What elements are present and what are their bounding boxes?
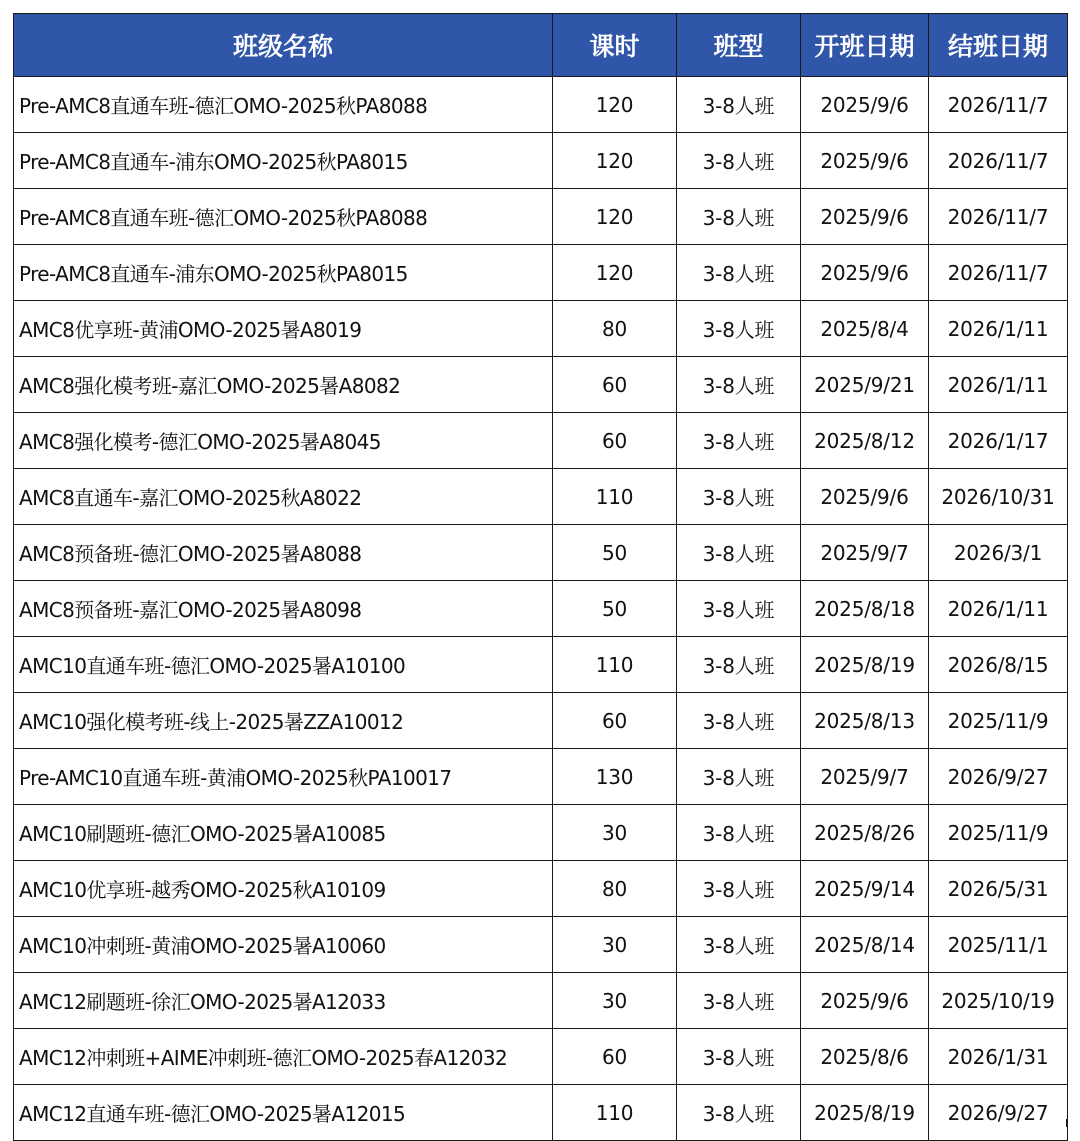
hours-cell: 120: [553, 189, 677, 245]
table-row: [14, 749, 1068, 805]
class-type-cell: 3-8人班: [677, 1085, 801, 1141]
class-type-cell: 3-8人班: [677, 917, 801, 973]
table-row: [14, 973, 1068, 1029]
end-date-cell: 2026/11/7: [929, 77, 1068, 133]
end-date-cell: 2026/9/27: [929, 1085, 1068, 1141]
class-name-cell: Pre-AMC10直通车班-黄浦OMO-2025秋PA10017: [14, 749, 553, 805]
class-type-cell: 3-8人班: [677, 301, 801, 357]
class-type-cell: 3-8人班: [677, 637, 801, 693]
start-date-cell: 2025/8/4: [801, 301, 929, 357]
start-date-cell: 2025/9/7: [801, 525, 929, 581]
start-date-cell: 2025/9/21: [801, 357, 929, 413]
column-header-hours: 课时: [553, 14, 677, 77]
end-date-cell: 2025/10/19: [929, 973, 1068, 1029]
class-type-cell: 3-8人班: [677, 1029, 801, 1085]
column-header-class-type: 班型: [677, 14, 801, 77]
end-date-cell: 2026/1/11: [929, 581, 1068, 637]
end-date-cell: 2026/1/11: [929, 357, 1068, 413]
class-name-cell: Pre-AMC8直通车-浦东OMO-2025秋PA8015: [14, 245, 553, 301]
start-date-cell: 2025/8/19: [801, 637, 929, 693]
start-date-cell: 2025/9/6: [801, 77, 929, 133]
end-date-cell: 2026/3/1: [929, 525, 1068, 581]
end-date-cell: 2026/5/31: [929, 861, 1068, 917]
class-type-cell: 3-8人班: [677, 861, 801, 917]
class-name-cell: AMC12直通车班-德汇OMO-2025暑A12015: [14, 1085, 553, 1141]
class-type-cell: 3-8人班: [677, 973, 801, 1029]
hours-cell: 60: [553, 1029, 677, 1085]
hours-cell: 80: [553, 301, 677, 357]
column-header-end-date: 结班日期: [929, 14, 1068, 77]
class-type-cell: 3-8人班: [677, 805, 801, 861]
class-name-cell: AMC10优享班-越秀OMO-2025秋A10109: [14, 861, 553, 917]
hours-cell: 110: [553, 469, 677, 525]
table-row: [14, 133, 1068, 189]
end-date-cell: 2026/11/7: [929, 245, 1068, 301]
end-date-cell: 2026/10/31: [929, 469, 1068, 525]
class-type-cell: 3-8人班: [677, 749, 801, 805]
hours-cell: 60: [553, 693, 677, 749]
table-row: [14, 77, 1068, 133]
end-date-cell: 2026/1/17: [929, 413, 1068, 469]
column-header-start-date: 开班日期: [801, 14, 929, 77]
end-date-cell: 2026/11/7: [929, 189, 1068, 245]
class-name-cell: AMC12冲刺班+AIME冲刺班-德汇OMO-2025春A12032: [14, 1029, 553, 1085]
start-date-cell: 2025/8/14: [801, 917, 929, 973]
start-date-cell: 2025/8/19: [801, 1085, 929, 1141]
table-row: [14, 357, 1068, 413]
class-name-cell: AMC10强化模考班-线上-2025暑ZZA10012: [14, 693, 553, 749]
class-type-cell: 3-8人班: [677, 245, 801, 301]
start-date-cell: 2025/9/6: [801, 973, 929, 1029]
class-name-cell: AMC8强化模考班-嘉汇OMO-2025暑A8082: [14, 357, 553, 413]
hours-cell: 30: [553, 917, 677, 973]
table-row: [14, 525, 1068, 581]
table-row: [14, 805, 1068, 861]
class-type-cell: 3-8人班: [677, 77, 801, 133]
class-type-cell: 3-8人班: [677, 357, 801, 413]
class-type-cell: 3-8人班: [677, 189, 801, 245]
table-row: [14, 413, 1068, 469]
class-name-cell: AMC10直通车班-德汇OMO-2025暑A10100: [14, 637, 553, 693]
end-date-cell: 2026/9/27: [929, 749, 1068, 805]
start-date-cell: 2025/8/18: [801, 581, 929, 637]
table-row: [14, 637, 1068, 693]
table-row: [14, 1085, 1068, 1141]
start-date-cell: 2025/8/13: [801, 693, 929, 749]
class-type-cell: 3-8人班: [677, 469, 801, 525]
class-type-cell: 3-8人班: [677, 133, 801, 189]
start-date-cell: 2025/8/12: [801, 413, 929, 469]
class-type-cell: 3-8人班: [677, 413, 801, 469]
column-header-class-name: 班级名称: [14, 14, 553, 77]
class-name-cell: AMC8预备班-嘉汇OMO-2025暑A8098: [14, 581, 553, 637]
class-schedule-table: [13, 13, 1068, 1141]
end-date-cell: 2025/11/9: [929, 805, 1068, 861]
start-date-cell: 2025/9/6: [801, 469, 929, 525]
end-date-cell: 2025/11/9: [929, 693, 1068, 749]
hours-cell: 120: [553, 133, 677, 189]
start-date-cell: 2025/8/26: [801, 805, 929, 861]
start-date-cell: 2025/9/6: [801, 245, 929, 301]
end-date-cell: 2026/1/31: [929, 1029, 1068, 1085]
class-type-cell: 3-8人班: [677, 581, 801, 637]
class-type-cell: 3-8人班: [677, 525, 801, 581]
next-row-edge: [13, 1119, 1067, 1127]
hours-cell: 120: [553, 245, 677, 301]
start-date-cell: 2025/8/6: [801, 1029, 929, 1085]
end-date-cell: 2026/8/15: [929, 637, 1068, 693]
hours-cell: 60: [553, 413, 677, 469]
hours-cell: 50: [553, 581, 677, 637]
table-row: [14, 861, 1068, 917]
class-name-cell: AMC8强化模考-德汇OMO-2025暑A8045: [14, 413, 553, 469]
class-name-cell: Pre-AMC8直通车班-德汇OMO-2025秋PA8088: [14, 189, 553, 245]
end-date-cell: 2026/11/7: [929, 133, 1068, 189]
hours-cell: 110: [553, 637, 677, 693]
end-date-cell: 2026/1/11: [929, 301, 1068, 357]
hours-cell: 80: [553, 861, 677, 917]
start-date-cell: 2025/9/6: [801, 189, 929, 245]
table-header-row: [14, 14, 1068, 77]
table-row: [14, 245, 1068, 301]
table-row: [14, 469, 1068, 525]
hours-cell: 120: [553, 77, 677, 133]
table-row: [14, 1029, 1068, 1085]
hours-cell: 30: [553, 805, 677, 861]
table-row: [14, 189, 1068, 245]
table-row: [14, 301, 1068, 357]
class-type-cell: 3-8人班: [677, 693, 801, 749]
hours-cell: 130: [553, 749, 677, 805]
start-date-cell: 2025/9/14: [801, 861, 929, 917]
table-body: [14, 77, 1068, 1141]
start-date-cell: 2025/9/6: [801, 133, 929, 189]
hours-cell: 110: [553, 1085, 677, 1141]
class-name-cell: AMC10刷题班-德汇OMO-2025暑A10085: [14, 805, 553, 861]
class-name-cell: AMC12刷题班-徐汇OMO-2025暑A12033: [14, 973, 553, 1029]
table-row: [14, 693, 1068, 749]
class-name-cell: Pre-AMC8直通车-浦东OMO-2025秋PA8015: [14, 133, 553, 189]
class-name-cell: Pre-AMC8直通车班-德汇OMO-2025秋PA8088: [14, 77, 553, 133]
class-schedule-sheet: [13, 13, 1067, 1141]
table-row: [14, 581, 1068, 637]
hours-cell: 50: [553, 525, 677, 581]
hours-cell: 60: [553, 357, 677, 413]
class-name-cell: AMC10冲刺班-黄浦OMO-2025暑A10060: [14, 917, 553, 973]
class-name-cell: AMC8直通车-嘉汇OMO-2025秋A8022: [14, 469, 553, 525]
class-name-cell: AMC8预备班-德汇OMO-2025暑A8088: [14, 525, 553, 581]
hours-cell: 30: [553, 973, 677, 1029]
table-row: [14, 917, 1068, 973]
class-name-cell: AMC8优享班-黄浦OMO-2025暑A8019: [14, 301, 553, 357]
end-date-cell: 2025/11/1: [929, 917, 1068, 973]
start-date-cell: 2025/9/7: [801, 749, 929, 805]
